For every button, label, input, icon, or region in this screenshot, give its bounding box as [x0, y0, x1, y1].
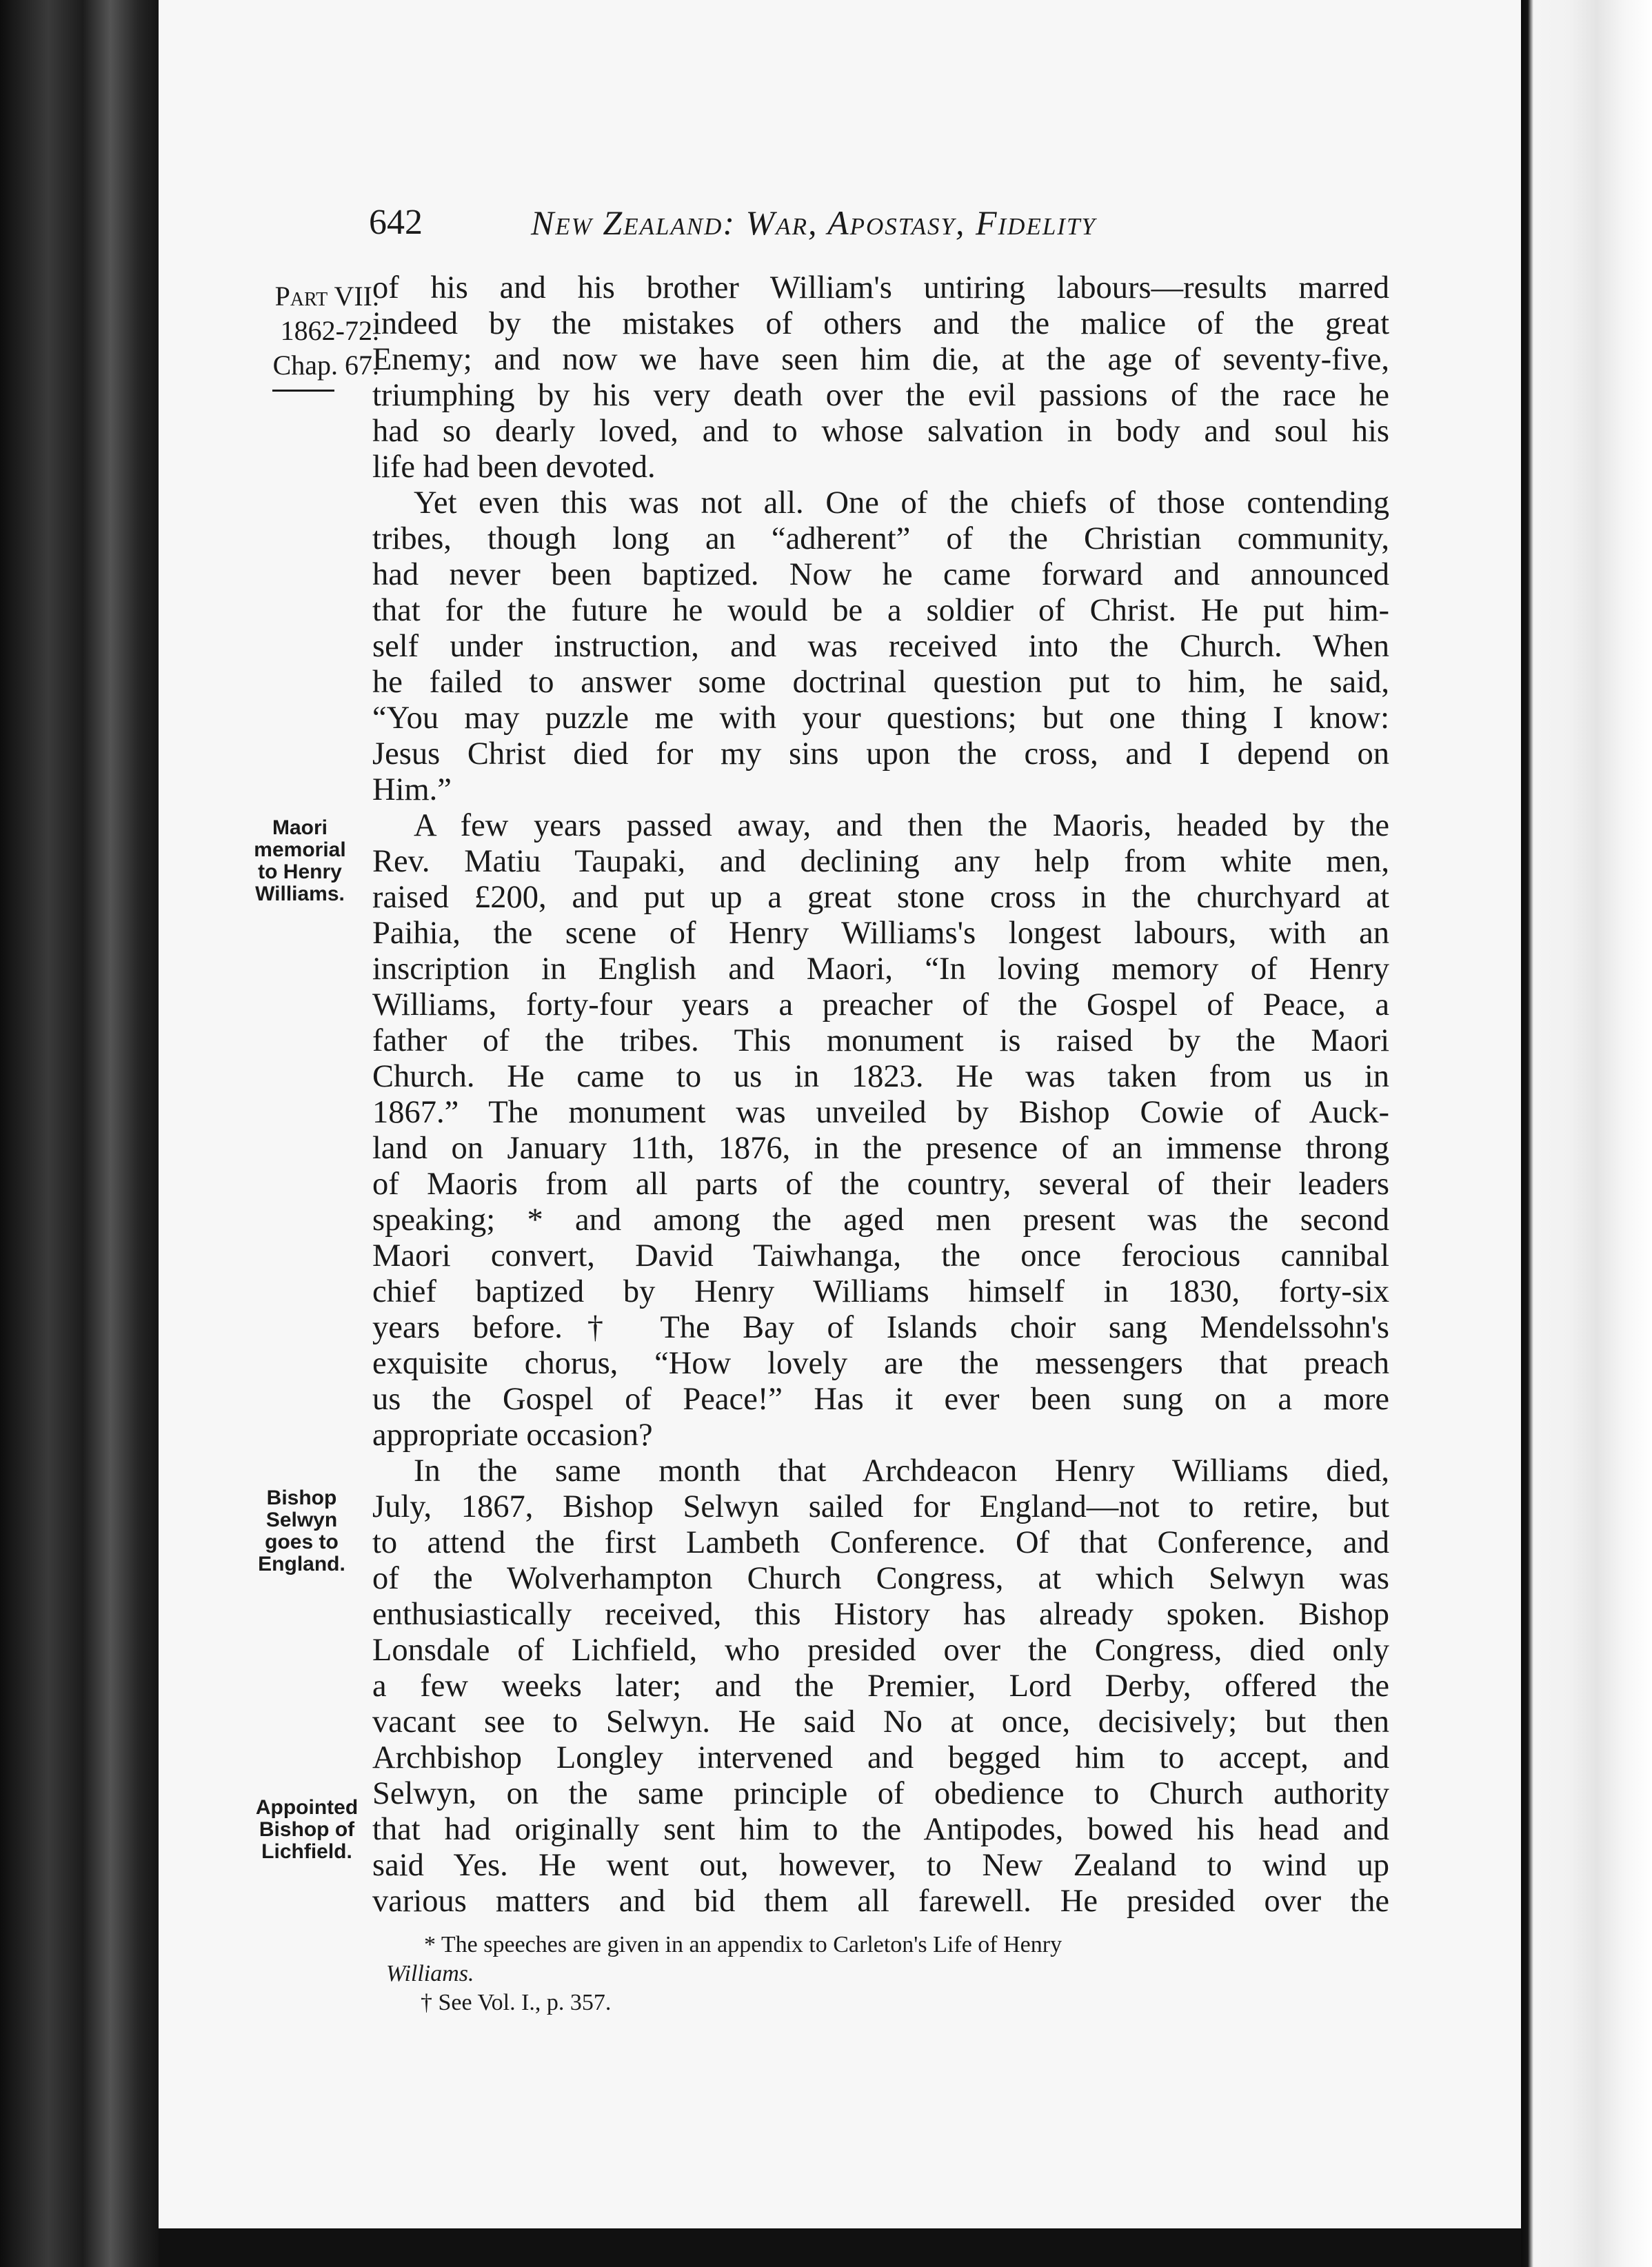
- part-years: 1862-72.: [280, 315, 379, 346]
- body-line: years before.† The Bay of Islands choir sang Mendelssohn's: [372, 1310, 1389, 1345]
- body-line: had never been baptized. Now he came forward and announced: [372, 557, 1389, 592]
- footnote-line: * The speeches are given in an appendix to Carleton's Life of Henry: [424, 1932, 1062, 1957]
- body-line: of his and his brother William's untiring labours—results marred: [372, 270, 1389, 305]
- margin-note-line: memorial: [254, 838, 346, 861]
- body-line: of Maoris from all parts of the country, several of their leaders: [372, 1167, 1389, 1202]
- body-line: 1867.” The monument was unveiled by Bishop Cowie of Auck-: [372, 1095, 1389, 1130]
- body-line: Rev. Matiu Taupaki, and declining any help from white men,: [372, 844, 1389, 879]
- page-fore-edge: [1521, 0, 1652, 2267]
- margin-note-line: to Henry: [258, 860, 342, 883]
- body-line: exquisite chorus, “How lovely are the messengers that preach: [372, 1346, 1389, 1381]
- body-line: “You may puzzle me with your questions; but one thing I know:: [372, 701, 1389, 736]
- body-line: tribes, though long an “adherent” of the Christian community,: [372, 521, 1389, 556]
- margin-note-line: Bishop: [266, 1487, 337, 1509]
- body-line: raised £200, and put up a great stone cross in the churchyard at: [372, 880, 1389, 915]
- body-line: self under instruction, and was received into the Church. When: [372, 629, 1389, 664]
- body-line: us the Gospel of Peace!” Has it ever been sung on a more: [372, 1382, 1389, 1417]
- body-line: Church. He came to us in 1823. He was taken from us in: [372, 1059, 1389, 1094]
- scan-bottom-border: [159, 2228, 1521, 2267]
- body-line: Jesus Christ died for my sins upon the cross, and I depend on: [372, 736, 1389, 772]
- book-gutter-edge: [0, 0, 159, 2267]
- body-line: Enemy; and now we have seen him die, at the age of seventy-five,: [372, 342, 1389, 377]
- margin-note: [241, 1797, 372, 1863]
- body-line: that for the future he would be a soldier of Christ. He put him-: [372, 593, 1389, 628]
- body-line: Selwyn, on the same principle of obedience to Church authority: [372, 1776, 1389, 1811]
- body-line: life had been devoted.: [372, 450, 656, 485]
- margin-note-line: goes to: [265, 1531, 339, 1553]
- body-line: A few years passed away, and then the Maoris, headed by the: [414, 808, 1389, 843]
- margin-note-line: Bishop of: [259, 1818, 355, 1841]
- body-line: he failed to answer some doctrinal question put to him, he said,: [372, 665, 1389, 700]
- body-line: Lonsdale of Lichfield, who presided over the Congress, died only: [372, 1633, 1389, 1668]
- body-line: of the Wolverhampton Church Congress, at which Selwyn was: [372, 1561, 1389, 1596]
- body-line: Paihia, the scene of Henry Williams's longest labours, with an: [372, 916, 1389, 951]
- part-label: [207, 279, 379, 383]
- margin-note: [231, 817, 369, 905]
- part-number: Part VII.: [274, 281, 379, 312]
- body-line: speaking; * and among the aged men present was the second: [372, 1202, 1389, 1238]
- body-line: Yet even this was not all. One of the chiefs of those contending: [414, 485, 1389, 521]
- body-line: to attend the first Lambeth Conference. Of that Conference, and: [372, 1525, 1389, 1560]
- margin-note-line: Appointed: [255, 1796, 359, 1819]
- footnote-line: † See Vol. I., p. 357.: [421, 1990, 612, 2015]
- body-line: that had originally sent him to the Antipodes, bowed his head and: [372, 1812, 1389, 1847]
- margin-note: [238, 1487, 365, 1575]
- body-line: Williams, forty-four years a preacher of the Gospel of Peace, a: [372, 987, 1389, 1022]
- body-line: a few weeks later; and the Premier, Lord Derby, offered the: [372, 1669, 1389, 1704]
- margin-note-line: England.: [258, 1553, 345, 1575]
- body-line: various matters and bid them all farewell. He presided over the: [372, 1884, 1389, 1919]
- margin-note-line: Selwyn: [265, 1509, 338, 1531]
- part-label-rule: [272, 390, 334, 392]
- body-line: indeed by the mistakes of others and the malice of the great: [372, 306, 1389, 341]
- body-line: inscription in English and Maori, “In loving memory of Henry: [372, 951, 1389, 987]
- body-line: said Yes. He went out, however, to New Zealand to wind up: [372, 1848, 1389, 1883]
- chapter-number: Chap. 67.: [272, 350, 379, 381]
- running-head: New Zealand: War, Apostasy, Fidelity: [531, 203, 1096, 242]
- body-line: triumphing by his very death over the evil passions of the race he: [372, 378, 1389, 413]
- footnote-line: Williams.: [386, 1961, 474, 1986]
- body-line: appropriate occasion?: [372, 1418, 653, 1453]
- body-line: father of the tribes. This monument is raised by the Maori: [372, 1023, 1389, 1058]
- margin-note-line: Maori: [272, 816, 328, 839]
- body-line: In the same month that Archdeacon Henry Williams died,: [414, 1453, 1389, 1489]
- body-line: Maori convert, David Taiwhanga, the once ferocious cannibal: [372, 1238, 1389, 1273]
- margin-note-line: Williams.: [255, 883, 345, 905]
- page-number: 642: [369, 203, 423, 242]
- margin-note-line: Lichfield.: [261, 1840, 352, 1863]
- body-line: Him.”: [372, 772, 452, 807]
- body-line: July, 1867, Bishop Selwyn sailed for England—not to retire, but: [372, 1489, 1389, 1524]
- body-line: land on January 11th, 1876, in the presence of an immense throng: [372, 1131, 1389, 1166]
- body-line: had so dearly loved, and to whose salvation in body and soul his: [372, 414, 1389, 449]
- body-line: chief baptized by Henry Williams himself in 1830, forty-six: [372, 1274, 1389, 1309]
- body-line: enthusiastically received, this History has already spoken. Bishop: [372, 1597, 1389, 1632]
- body-line: Archbishop Longley intervened and begged him to accept, and: [372, 1740, 1389, 1775]
- body-line: vacant see to Selwyn. He said No at once, decisively; but then: [372, 1704, 1389, 1740]
